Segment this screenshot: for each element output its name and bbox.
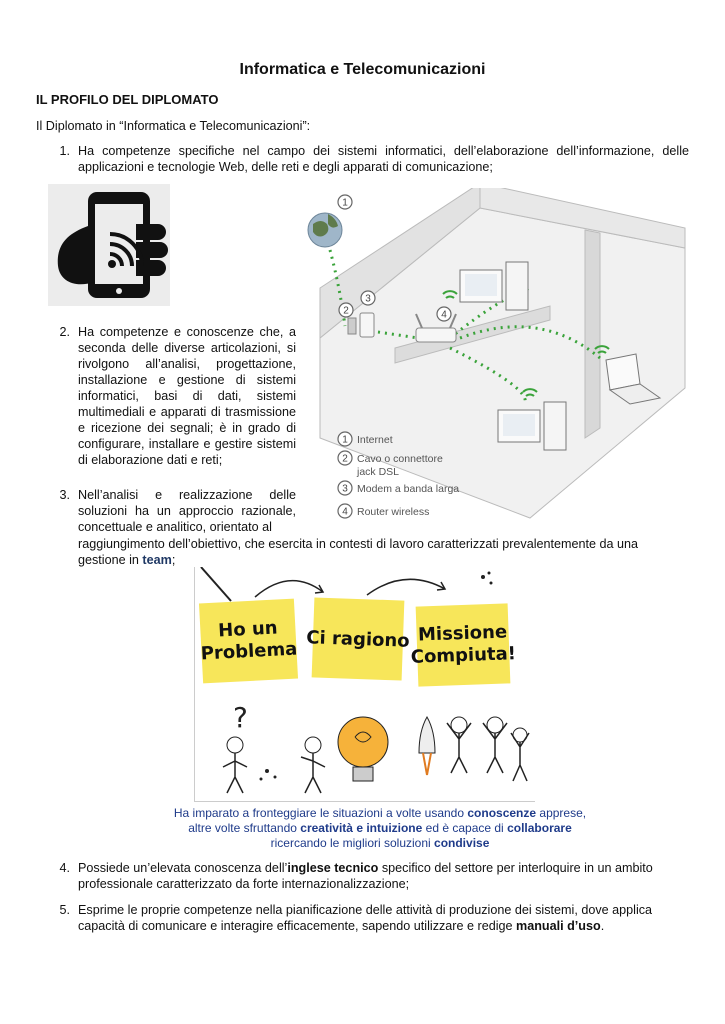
image-caption bbox=[120, 806, 640, 851]
svg-text:Ci ragiono: Ci ragiono bbox=[306, 627, 410, 652]
diagram-marker-3 bbox=[361, 291, 375, 305]
svg-text:Router wireless: Router wireless bbox=[357, 506, 430, 518]
caption-line-2: altre volte sfruttando creatività e intuizione ed è capace di collaborare bbox=[188, 821, 572, 835]
diagram-legend-item-4 bbox=[338, 504, 429, 518]
home-network-diagram bbox=[300, 188, 690, 520]
diagram-legend-item-3 bbox=[338, 481, 459, 495]
svg-text:4: 4 bbox=[441, 309, 447, 321]
svg-text:Internet: Internet bbox=[357, 434, 393, 446]
list-item-5: Esprime le proprie competenze nella pianificazione delle attività di produzione dei sistemi, dove applica capacità di comunicare e interagire efficacemente, sapendo utilizzare e redige manuali d’uso. bbox=[78, 903, 653, 933]
document-title: Informatica e Telecomunicazioni bbox=[239, 61, 486, 78]
list-number-5: 5. bbox=[59, 903, 70, 917]
svg-text:Compiuta!: Compiuta! bbox=[410, 643, 517, 668]
svg-text:jack DSL: jack DSL bbox=[357, 466, 400, 478]
caption-line-3: ricercando le migliori soluzioni condivise bbox=[270, 836, 490, 850]
list-item-3-part-b bbox=[78, 536, 689, 568]
item-3-text: raggiungimento dell’obiettivo, che esercita in contesti di lavoro caratterizzati prevalentemente da una gestione in bbox=[78, 537, 639, 567]
diagram-marker-1 bbox=[338, 195, 352, 209]
svg-text:3: 3 bbox=[365, 293, 371, 305]
list-number-2: 2. bbox=[59, 325, 70, 339]
list-number-1: 1. bbox=[59, 144, 70, 158]
svg-text:4: 4 bbox=[342, 506, 348, 518]
svg-text:2: 2 bbox=[342, 453, 348, 465]
sticky-note-2 bbox=[305, 597, 411, 681]
intro-text: Il Diplomato in “Informatica e Telecomunicazioni”: bbox=[36, 119, 311, 133]
smartphone-image bbox=[48, 184, 170, 306]
item-3-bold: team bbox=[142, 553, 172, 567]
svg-text:Modem a banda larga: Modem a banda larga bbox=[357, 483, 460, 495]
list-number-3: 3. bbox=[59, 488, 70, 502]
list-item-3-part-a: Nell’analisi e realizzazione delle soluzioni ha un approccio razionale, concettuale e analitico, orientato al bbox=[78, 488, 296, 534]
item-4-bold: inglese tecnico bbox=[287, 861, 379, 875]
teamwork-illustration bbox=[194, 567, 535, 802]
svg-text:2: 2 bbox=[343, 305, 349, 317]
svg-text:Problema: Problema bbox=[200, 638, 298, 665]
smartphone-wifi-icon bbox=[48, 184, 170, 306]
diagram-legend-item-1 bbox=[338, 432, 393, 446]
svg-text:1: 1 bbox=[342, 197, 348, 209]
svg-text:?: ? bbox=[233, 701, 248, 734]
sticky-note-3 bbox=[409, 603, 517, 687]
list-item-1: Ha competenze specifiche nel campo dei sistemi informatici, dell’elaborazione dell’informazione, delle applicazioni e tecnologie Web, delle reti e degli apparati di comunicazione; bbox=[78, 144, 689, 174]
item-3-tail: ; bbox=[171, 553, 176, 567]
caption-line-1: Ha imparato a fronteggiare le situazioni a volte usando conoscenze apprese, bbox=[173, 806, 587, 820]
item-5-bold: manuali d’uso bbox=[516, 919, 601, 933]
list-item-4: Possiede un’elevata conoscenza dell’inglese tecnico specifico del settore per interloquire in un ambito professionale caratterizzato da forte internazionalizzazione; bbox=[78, 861, 653, 891]
svg-text:Missione: Missione bbox=[417, 621, 508, 646]
svg-text:Ho un: Ho un bbox=[217, 617, 279, 642]
sticky-note-1 bbox=[198, 599, 299, 684]
diagram-marker-4 bbox=[437, 307, 451, 321]
diagram-marker-2 bbox=[339, 303, 353, 317]
list-number-4: 4. bbox=[59, 861, 70, 875]
svg-text:3: 3 bbox=[342, 483, 348, 495]
list-item-2: Ha competenze e conoscenze che, a seconda delle diverse articolazioni, si rivolgono all’analisi, progettazione, installazione e gestione di sistemi informatici, basi di dati, sistemi multimediali e apparati di trasmissione e ricezione dei segnali; è in grado di configurare, installare e gestire sistemi di elaborazione dati e reti; bbox=[78, 325, 296, 467]
svg-text:1: 1 bbox=[342, 434, 348, 446]
section-heading: IL PROFILO DEL DIPLOMATO bbox=[36, 92, 219, 107]
svg-text:Cavo o connettore: Cavo o connettore bbox=[357, 453, 443, 465]
